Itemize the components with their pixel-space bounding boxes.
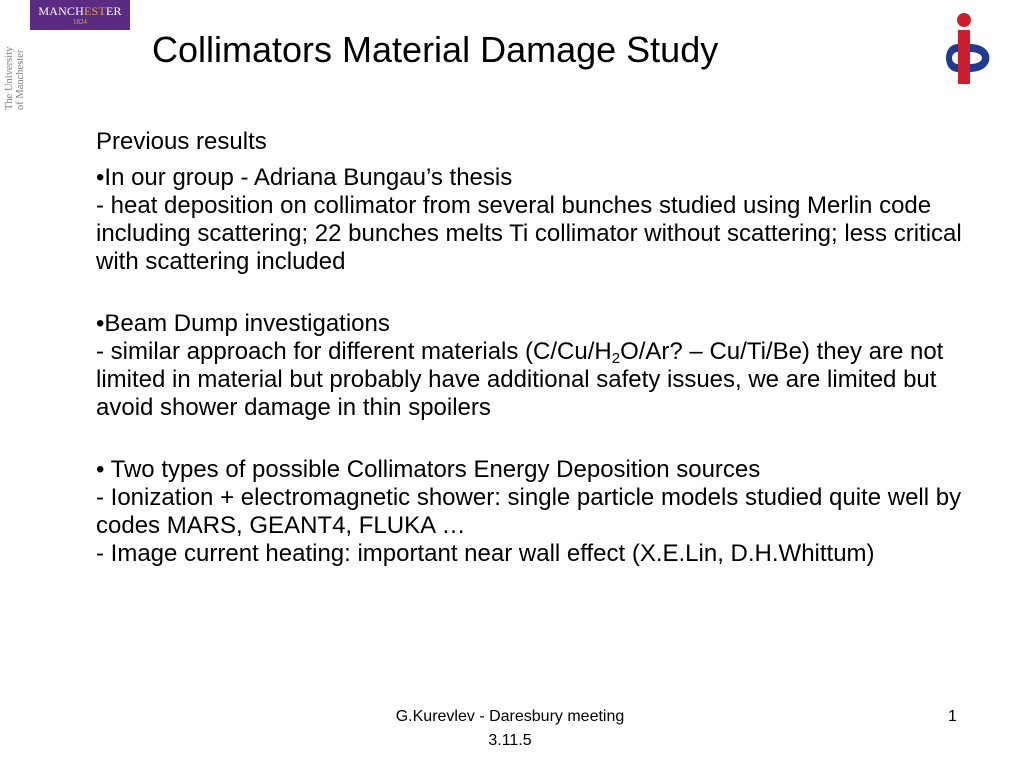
manchester-year: 1824 [73,18,87,26]
bullet-3-detail-image-current: - Image current heating: important near wall effect (X.E.Lin, D.H.Whittum) [96,540,875,567]
slide-content [96,128,976,602]
bullet-block-3 [96,456,976,568]
bullet-3-title: • Two types of possible Collimators Energy Deposition sources [96,456,761,483]
footer-text [340,705,680,753]
section-heading: Previous results [96,128,267,155]
bullet-1-title: •In our group - Adriana Bungau’s thesis [96,164,513,191]
bullet-2-title: •Beam Dump investigations [96,310,390,337]
bullet-block-1 [96,164,976,276]
manchester-wordmark: MANCHESTER [38,4,122,18]
slide-title: Collimators Material Damage Study [152,29,719,70]
bullet-1-detail: - heat deposition on collimator from several bunches studied using Merlin code including scattering; 22 bunches melts Ti collimator without scattering; less critical with scattering included [96,192,962,275]
page-number: 1 [948,708,957,725]
footer-author-meeting: G.Kurevlev - Daresbury meeting [395,708,625,725]
university-name-vertical: The University of Manchester [4,46,26,110]
bullet-block-2 [96,310,976,422]
ic-logo-icon [936,8,1016,88]
bullet-3-detail-ionization: - Ionization + electromagnetic shower: single particle models studied quite well by codes MARS, GEANT4, FLUKA … [96,484,962,539]
bullet-2-detail: - similar approach for different materials ($C/Cu/H_2O/Ar$? – Cu/Ti/Be) they are not limited in material but probably have additional safety issues, we are limited but avoid shower damage in thin spoilers [96,338,944,421]
manchester-logo [30,0,130,30]
footer-date: 3.11.5 [488,732,532,749]
